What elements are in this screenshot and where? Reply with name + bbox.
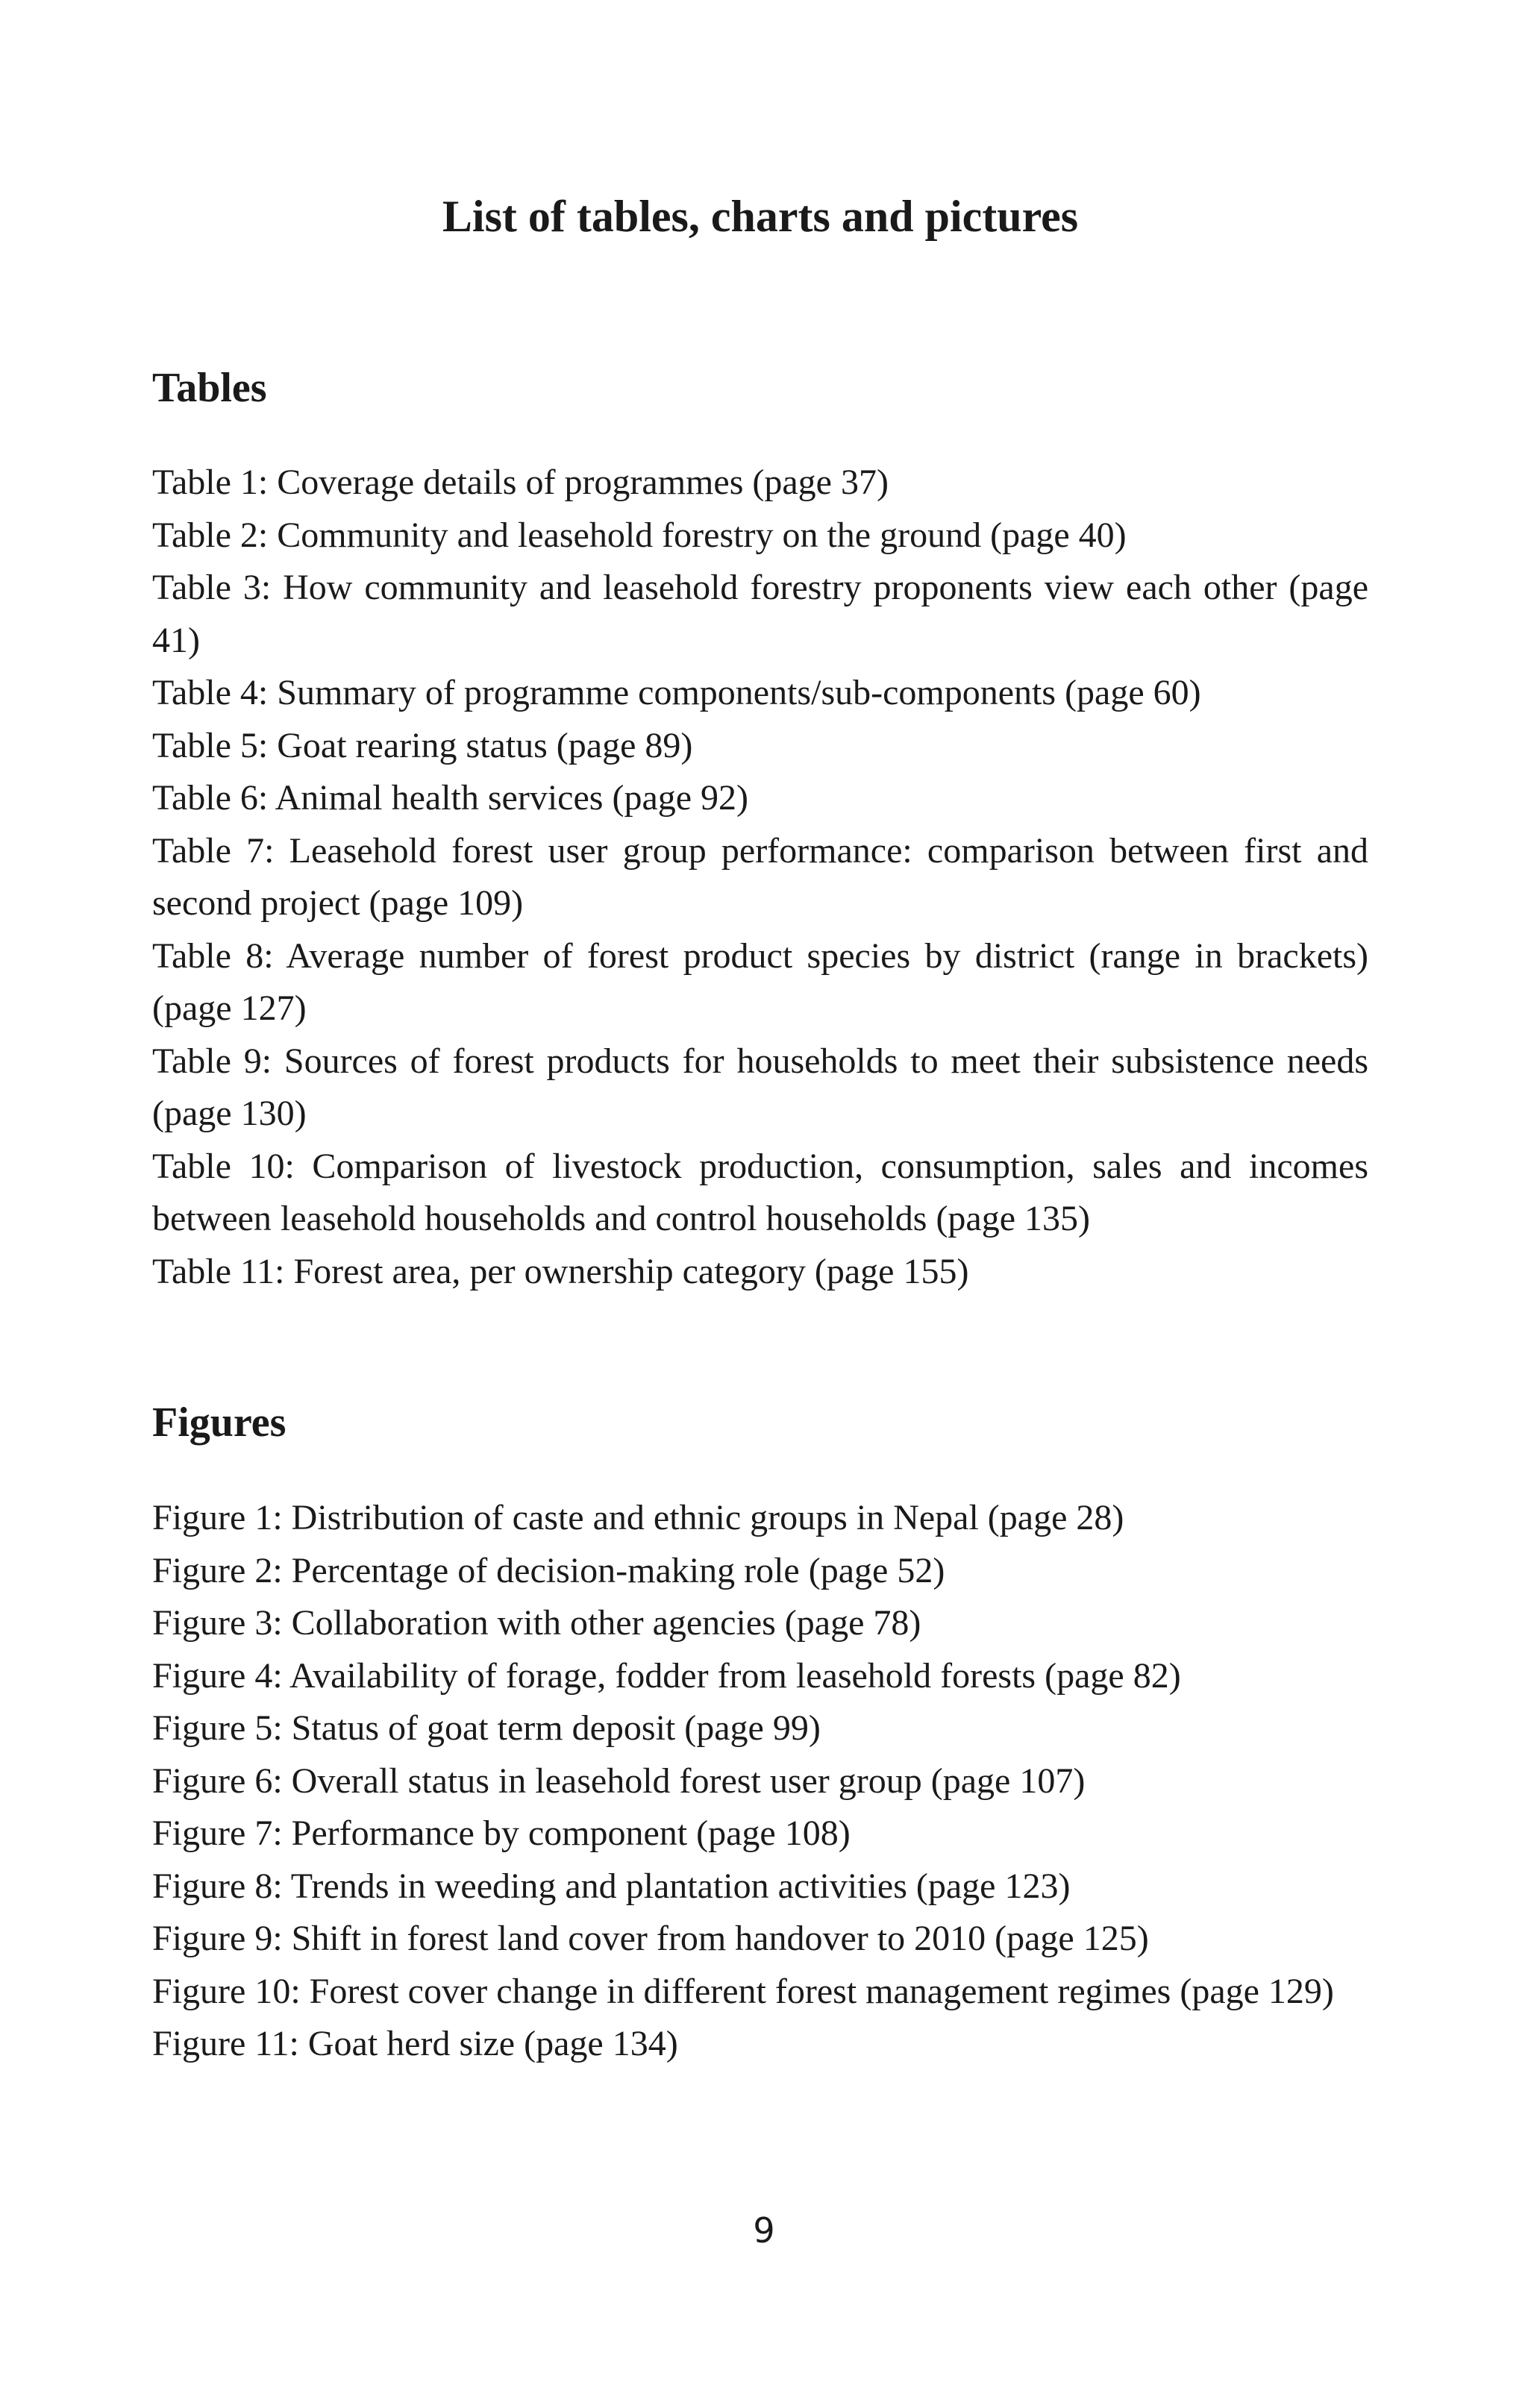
table-entry-10: Table 10: Comparison of livestock production, consumption, sales and incomes between leasehold households and control households (page 135) xyxy=(152,1146,1368,1238)
figure-entry-1: Figure 1: Distribution of caste and ethnic groups in Nepal (page 28) xyxy=(152,1498,1124,1537)
tables-list xyxy=(152,457,1368,1298)
table-entry-11: Table 11: Forest area, per ownership category (page 155) xyxy=(152,1251,969,1291)
figure-entry-8: Figure 8: Trends in weeding and plantation activities (page 123) xyxy=(152,1866,1071,1906)
table-entry-7: Table 7: Leasehold forest user group performance: comparison between first and second project (page 109) xyxy=(152,830,1368,923)
figure-entry-6: Figure 6: Overall status in leasehold forest user group (page 107) xyxy=(152,1760,1086,1801)
figure-entry-11: Figure 11: Goat herd size (page 134) xyxy=(152,2024,678,2063)
figure-entry-7: Figure 7: Performance by component (page 108) xyxy=(152,1813,851,1853)
tables-heading: Tables xyxy=(152,365,267,411)
table-entry-1: Table 1: Coverage details of programmes (page 37) xyxy=(152,463,889,502)
figures-heading: Figures xyxy=(152,1399,286,1446)
table-entry-4: Table 4: Summary of programme components/sub-components (page 60) xyxy=(152,673,1201,712)
figure-entry-10: Figure 10: Forest cover change in different forest management regimes (page 129) xyxy=(152,1971,1334,2011)
page-number: 9 xyxy=(753,2210,775,2251)
figures-list xyxy=(152,1492,1368,2071)
figure-entry-3: Figure 3: Collaboration with other agencies (page 78) xyxy=(152,1603,921,1643)
table-entry-2: Table 2: Community and leasehold forestry on the ground (page 40) xyxy=(152,515,1127,555)
table-entry-5: Table 5: Goat rearing status (page 89) xyxy=(152,725,693,765)
page-title: List of tables, charts and pictures xyxy=(442,192,1079,241)
figure-entry-4: Figure 4: Availability of forage, fodder from leasehold forests (page 82) xyxy=(152,1655,1181,1696)
table-entry-8: Table 8: Average number of forest product species by district (range in brackets) (page 127) xyxy=(152,935,1368,1028)
figure-entry-2: Figure 2: Percentage of decision-making role (page 52) xyxy=(152,1550,945,1590)
table-entry-3: Table 3: How community and leasehold forestry proponents view each other (page 41) xyxy=(152,568,1368,660)
table-entry-9: Table 9: Sources of forest products for households to meet their subsistence needs (page 130) xyxy=(152,1041,1368,1133)
figure-entry-5: Figure 5: Status of goat term deposit (page 99) xyxy=(152,1708,821,1748)
figure-entry-9: Figure 9: Shift in forest land cover from handover to 2010 (page 125) xyxy=(152,1919,1149,1958)
table-entry-6: Table 6: Animal health services (page 92) xyxy=(152,778,749,818)
